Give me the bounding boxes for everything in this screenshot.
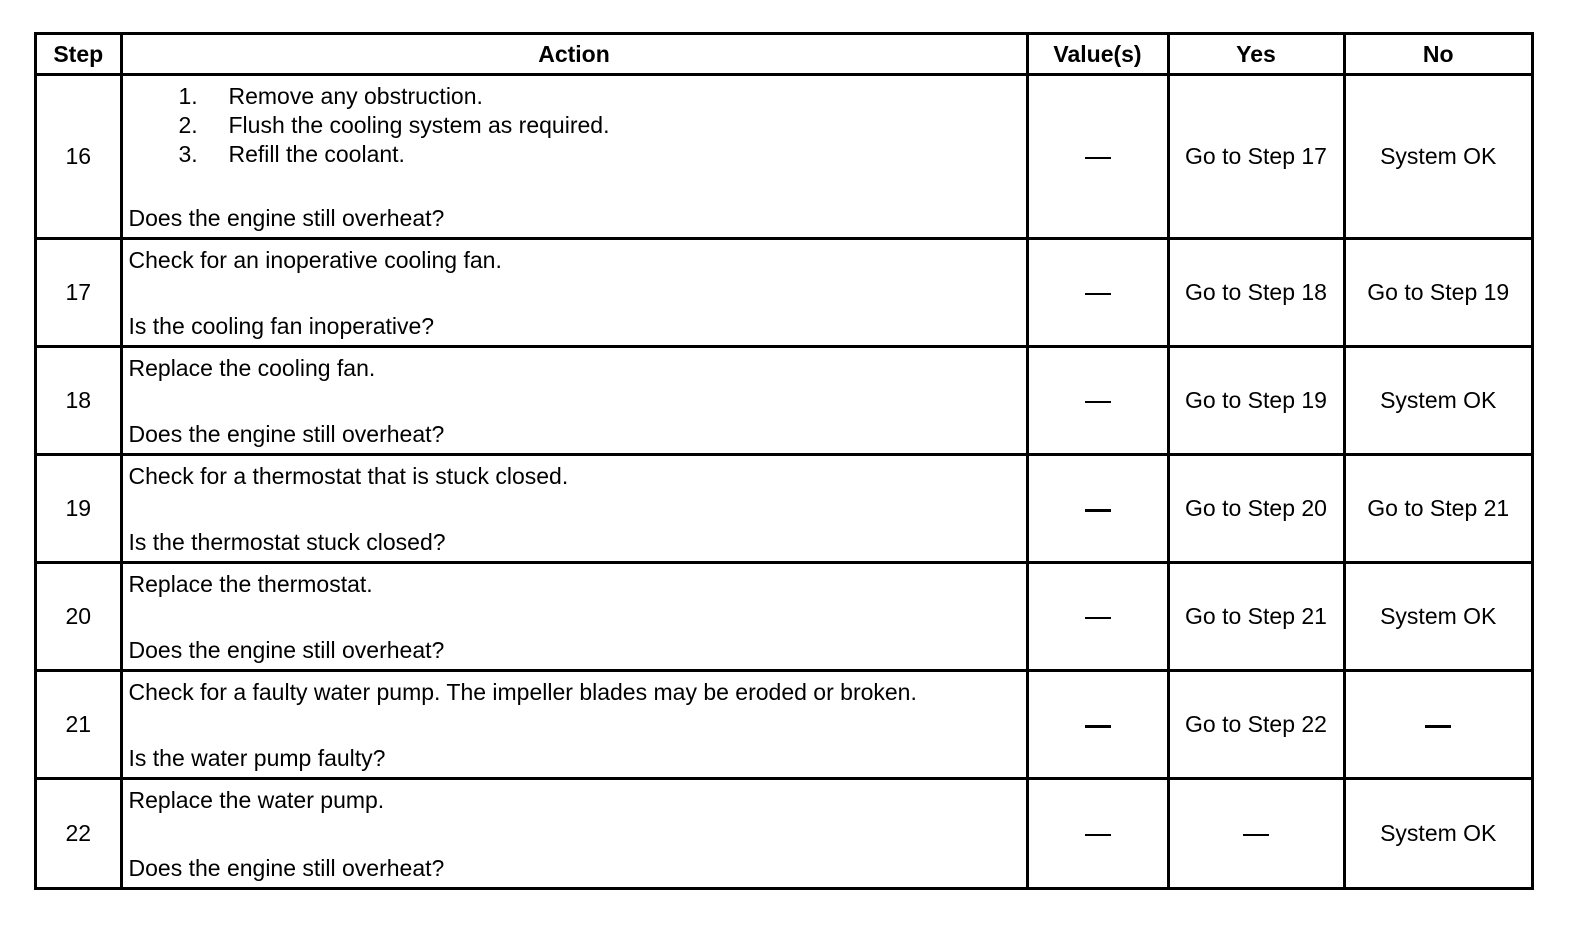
no-outcome: System OK bbox=[1344, 563, 1531, 671]
dash-mark bbox=[1085, 157, 1111, 159]
instruction-text: Check for an inoperative cooling fan. bbox=[128, 247, 502, 274]
action-cell bbox=[121, 347, 1027, 455]
list-item: 3. Refill the coolant. bbox=[178, 141, 405, 168]
question-text: Is the cooling fan inoperative? bbox=[128, 313, 435, 340]
instruction-text: Replace the thermostat. bbox=[128, 571, 373, 598]
step-number: 19 bbox=[37, 455, 121, 563]
instruction-text: Check for a faulty water pump. The impeller blades may be eroded or broken. bbox=[128, 679, 917, 706]
value-cell bbox=[1027, 779, 1168, 887]
instruction-text: Replace the water pump. bbox=[128, 787, 385, 814]
dash-mark bbox=[1085, 401, 1111, 403]
value-cell bbox=[1027, 671, 1168, 779]
dash-mark bbox=[1085, 834, 1111, 836]
question-text: Does the engine still overheat? bbox=[128, 421, 445, 448]
dash-mark bbox=[1243, 834, 1269, 836]
yes-outcome-dash bbox=[1168, 779, 1344, 887]
yes-outcome: Go to Step 17 bbox=[1168, 75, 1344, 239]
table-row bbox=[37, 239, 1531, 347]
step-number: 21 bbox=[37, 671, 121, 779]
action-cell bbox=[121, 75, 1027, 239]
list-item: 2. Flush the cooling system as required. bbox=[178, 112, 610, 139]
value-cell bbox=[1027, 239, 1168, 347]
no-outcome-dash bbox=[1344, 671, 1531, 779]
action-cell bbox=[121, 671, 1027, 779]
question-text: Is the thermostat stuck closed? bbox=[128, 529, 446, 556]
table-row bbox=[37, 455, 1531, 563]
value-cell bbox=[1027, 75, 1168, 239]
value-cell bbox=[1027, 347, 1168, 455]
diagnostic-table-frame bbox=[34, 32, 1534, 890]
instruction-text: Check for a thermostat that is stuck closed. bbox=[128, 463, 569, 490]
table-row bbox=[37, 671, 1531, 779]
yes-outcome: Go to Step 22 bbox=[1168, 671, 1344, 779]
yes-outcome: Go to Step 21 bbox=[1168, 563, 1344, 671]
value-cell bbox=[1027, 563, 1168, 671]
question-text: Is the water pump faulty? bbox=[128, 745, 386, 772]
values-header: Value(s) bbox=[1027, 35, 1168, 75]
action-cell bbox=[121, 563, 1027, 671]
no-outcome: Go to Step 19 bbox=[1344, 239, 1531, 347]
dash-mark bbox=[1085, 293, 1111, 295]
dash-mark bbox=[1085, 617, 1111, 619]
step-number: 18 bbox=[37, 347, 121, 455]
no-outcome: System OK bbox=[1344, 75, 1531, 239]
step-number: 16 bbox=[37, 75, 121, 239]
table-row bbox=[37, 779, 1531, 887]
yes-outcome: Go to Step 18 bbox=[1168, 239, 1344, 347]
step-header: Step bbox=[37, 35, 121, 75]
action-cell bbox=[121, 239, 1027, 347]
no-outcome: Go to Step 21 bbox=[1344, 455, 1531, 563]
diagnostic-table bbox=[37, 35, 1531, 887]
header-row bbox=[37, 35, 1531, 75]
table-row bbox=[37, 75, 1531, 239]
dash-mark bbox=[1085, 509, 1111, 512]
action-cell bbox=[121, 455, 1027, 563]
table-row bbox=[37, 347, 1531, 455]
no-header: No bbox=[1344, 35, 1531, 75]
yes-outcome: Go to Step 19 bbox=[1168, 347, 1344, 455]
no-outcome: System OK bbox=[1344, 347, 1531, 455]
yes-outcome: Go to Step 20 bbox=[1168, 455, 1344, 563]
step-number: 20 bbox=[37, 563, 121, 671]
action-cell bbox=[121, 779, 1027, 887]
step-number: 22 bbox=[37, 779, 121, 887]
question-text: Does the engine still overheat? bbox=[128, 205, 445, 232]
instruction-list bbox=[129, 82, 1020, 169]
value-cell bbox=[1027, 455, 1168, 563]
step-number: 17 bbox=[37, 239, 121, 347]
no-outcome: System OK bbox=[1344, 779, 1531, 887]
question-text: Does the engine still overheat? bbox=[128, 855, 445, 881]
dash-mark bbox=[1085, 725, 1111, 728]
instruction-text: Replace the cooling fan. bbox=[128, 355, 376, 382]
question-text: Does the engine still overheat? bbox=[128, 637, 445, 664]
dash-mark bbox=[1425, 725, 1451, 728]
table-row bbox=[37, 563, 1531, 671]
yes-header: Yes bbox=[1168, 35, 1344, 75]
action-header: Action bbox=[121, 35, 1027, 75]
list-item: 1. Remove any obstruction. bbox=[178, 83, 483, 110]
